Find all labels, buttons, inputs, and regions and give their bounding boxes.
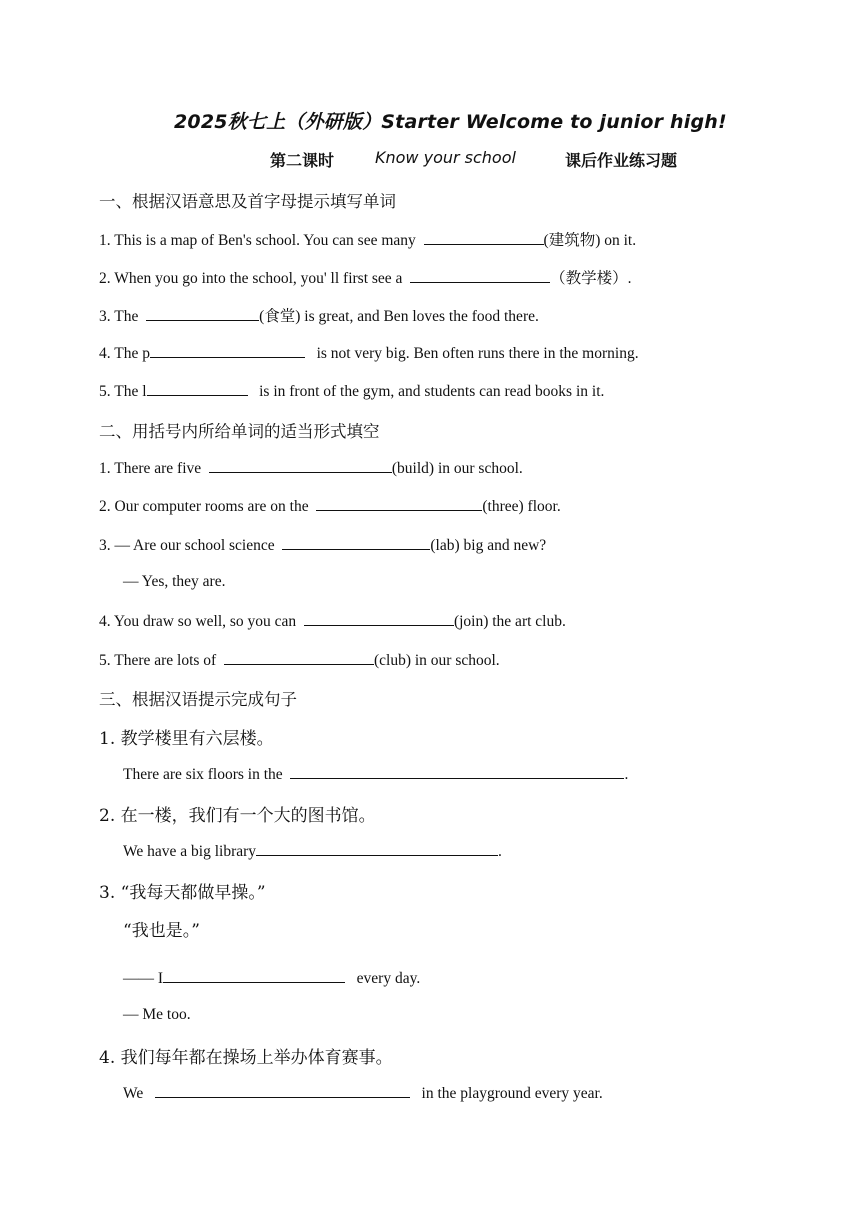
s2-question-3: 3. — Are our school science (lab) big and new? [99,537,547,554]
s3-question-2-prompt: 2. 在一楼，我们有一个大的图书馆。 [99,806,376,826]
s2-question-2: 2. Our computer rooms are on the (three) floor. [99,498,561,515]
s3-question-2: We have a big library . [123,843,502,860]
answer-blank[interactable] [256,841,498,856]
answer-blank[interactable] [155,1083,410,1098]
answer-blank[interactable] [290,764,624,779]
answer-blank[interactable] [147,381,248,396]
answer-blank[interactable] [282,535,430,550]
answer-blank[interactable] [209,458,392,473]
answer-blank[interactable] [163,968,345,983]
s2-question-1: 1. There are five (build) in our school. [99,460,523,477]
s2-question-3-answer: — Yes, they are. [123,573,226,590]
s3-question-3: —— I every day. [123,970,421,987]
s2-question-5: 5. There are lots of (club) in our school. [99,652,500,669]
lesson-number: 第二课时 [270,151,335,170]
s3-question-1-prompt: 1. 教学楼里有六层楼。 [99,729,274,749]
answer-blank[interactable] [424,230,544,245]
answer-blank[interactable] [224,650,374,665]
section-2-heading: 二、用括号内所给单词的适当形式填空 [99,422,380,441]
answer-blank[interactable] [304,611,454,626]
homework-label: 课后作业练习题 [565,151,678,170]
s3-question-1: There are six floors in the . [123,766,629,783]
worksheet-title: 2025秋七上（外研版）Starter Welcome to junior high! [174,111,727,133]
section-1-heading: 一、根据汉语意思及首字母提示填写单词 [99,192,396,211]
s2-question-4: 4. You draw so well, so you can (join) the art club. [99,613,566,630]
s3-question-4-prompt: 4. 我们每年都在操场上举办体育赛事。 [99,1048,393,1068]
s3-question-3-prompt: 3. “我每天都做早操。” [99,883,266,903]
section-3-heading: 三、根据汉语提示完成句子 [99,690,297,709]
s1-question-2: 2. When you go into the school, you' ll first see a （教学楼）. [99,270,632,287]
answer-blank[interactable] [150,343,305,358]
answer-blank[interactable] [316,496,482,511]
s1-question-3: 3. The (食堂) is great, and Ben loves the food there. [99,308,539,325]
answer-blank[interactable] [146,306,259,321]
s1-question-5: 5. The l is in front of the gym, and students can read books in it. [99,383,605,400]
s3-question-3-reply-prompt: “我也是。” [123,921,200,941]
s3-question-3-answer: — Me too. [123,1006,191,1023]
s3-question-4: We in the playground every year. [123,1085,603,1102]
s1-question-1: 1. This is a map of Ben's school. You can see many (建筑物) on it. [99,232,637,249]
lesson-topic: Know your school [375,148,516,167]
answer-blank[interactable] [410,268,550,283]
s1-question-4: 4. The p is not very big. Ben often runs there in the morning. [99,345,639,362]
